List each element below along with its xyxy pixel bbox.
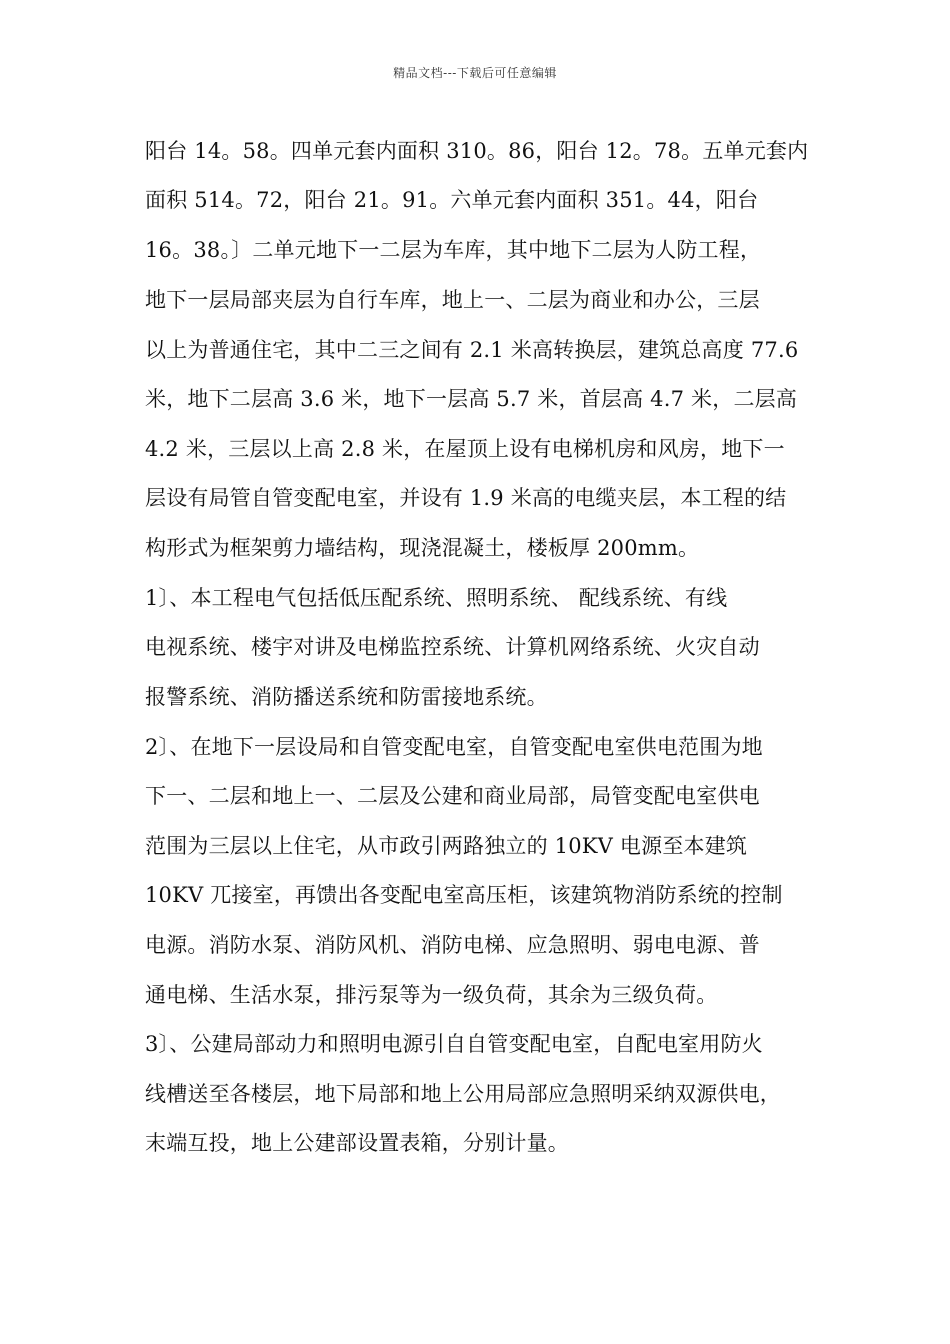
text-line: 16。38。〕二单元地下一二层为车库，其中地下二层为人防工程， [145,238,762,262]
text-line: 地下一层局部夹层为自行车库，地上一、二层为商业和办公，三层 [145,288,760,312]
text-line: 电视系统、楼宇对讲及电梯监控系统、计算机网络系统、火灾自动 [145,635,760,659]
text-line: 电源。消防水泵、消防风机、消防电梯、应急照明、弱电电源、普 [145,933,760,957]
text-line: 报警系统、消防播送系统和防雷接地系统。 [145,685,548,709]
text-line: 阳台 14。58。四单元套内面积 310。86，阳台 12。78。五单元套内 [145,139,809,163]
text-line: 1〕、本工程电气包括低压配系统、照明系统、 配线系统、有线 [145,586,728,610]
text-line: 4.2 米，三层以上高 2.8 米，在屋顶上设有电梯机房和风房，地下一 [145,437,785,461]
page-header: 精品文档---下载后可任意编辑 [393,66,557,80]
text-line: 2〕、在地下一层设局和自管变配电室，自管变配电室供电范围为地 [145,735,763,759]
text-line: 构形式为框架剪力墙结构，现浇混凝土，楼板厚 200mm。 [145,536,700,560]
text-line: 通电梯、生活水泵，排污泵等为一级负荷，其余为三级负荷。 [145,983,718,1007]
text-line: 层设有局管自管变配电室，并设有 1.9 米高的电缆夹层，本工程的结 [145,486,787,510]
text-line: 线槽送至各楼层，地下局部和地上公用局部应急照明采纳双源供电， [145,1082,781,1106]
text-line: 3〕、公建局部动力和照明电源引自自管变配电室，自配电室用防火 [145,1032,763,1056]
text-line: 米，地下二层高 3.6 米，地下一层高 5.7 米，首层高 4.7 米，二层高 [145,387,798,411]
text-line: 以上为普通住宅，其中二三之间有 2.1 米高转换层，建筑总高度 77.6 [145,338,799,362]
text-line: 下一、二层和地上一、二层及公建和商业局部，局管变配电室供电 [145,784,760,808]
text-line: 范围为三层以上住宅，从市政引两路独立的 10KV 电源至本建筑 [145,834,748,858]
text-line: 面积 514。72，阳台 21。91。六单元套内面积 351。44，阳台 [145,188,759,212]
text-line: 末端互投，地上公建部设置表箱，分别计量。 [145,1131,569,1155]
text-line: 10KV 兀接室，再馈出各变配电室高压柜，该建筑物消防系统的控制 [145,883,783,907]
